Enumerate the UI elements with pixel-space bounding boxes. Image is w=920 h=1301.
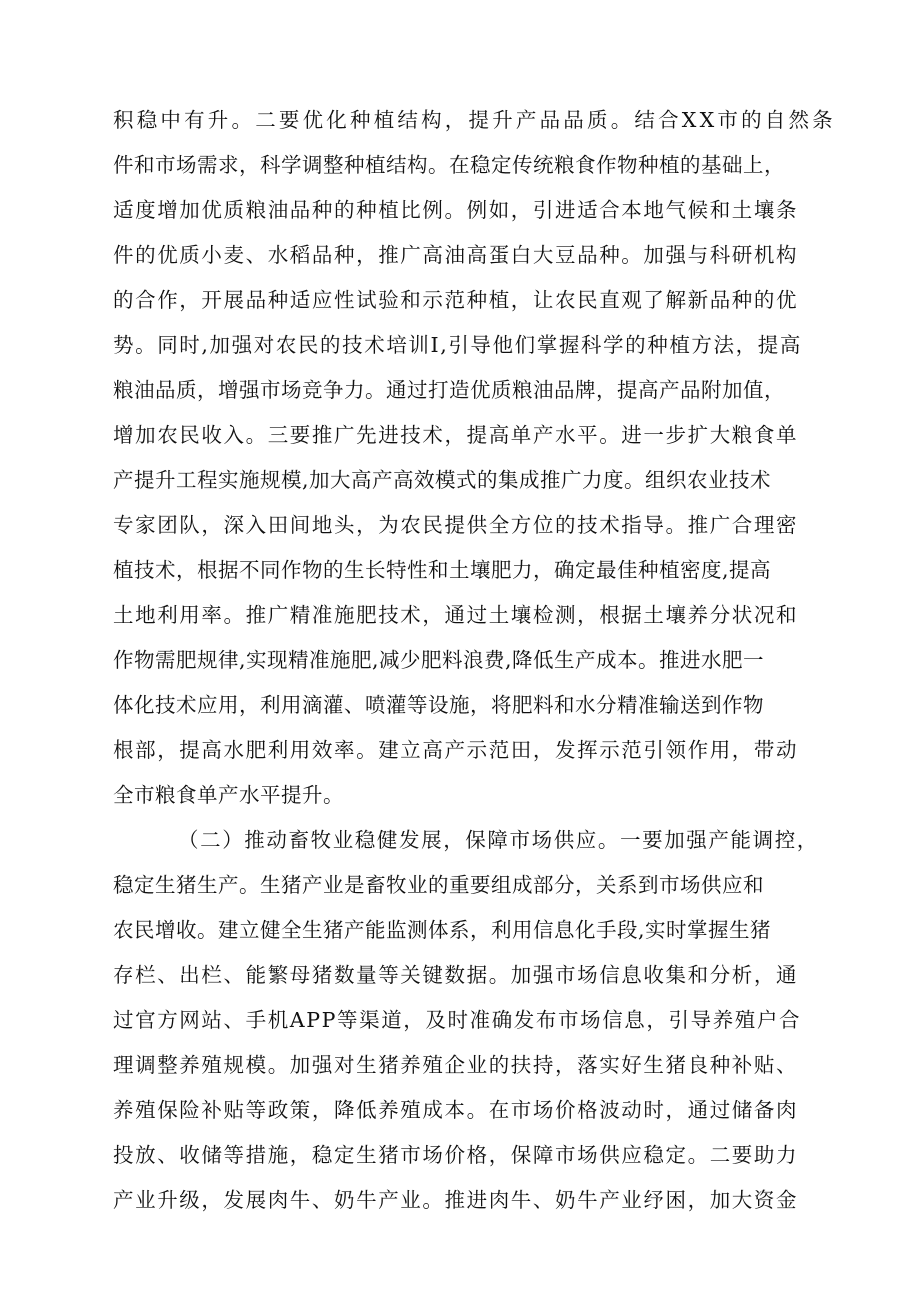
text-line: 积稳中有升。二要优化种植结构，提升产品品质。结合XX市的自然条 — [113, 108, 836, 132]
text-line: 稳定生猪生产。生猪产业是畜牧业的重要组成部分，关系到市场供应和 — [113, 873, 764, 897]
text-line: 势。同时,加强对农民的技术培训I,引导他们掌握科学的种植方法，提高 — [113, 333, 802, 357]
text-line: 农民增收。建立健全生猪产能监测体系，利用信息化手段,实时掌握生猪 — [113, 918, 772, 942]
text-line: 粮油品质，增强市场竞争力。通过打造优质粮油品牌，提高产品附加值， — [113, 378, 785, 402]
text-line: 根部，提高水肥利用效率。建立高产示范田，发挥示范引领作用，带动 — [113, 738, 799, 762]
text-line: 体化技术应用，利用滴灌、喷灌等设施，将肥料和水分精准输送到作物 — [113, 693, 764, 717]
text-line: 作物需肥规律,实现精准施肥,减少肥料浪费,降低生产成本。推进水肥一 — [113, 648, 765, 672]
text-line: 的合作，开展品种适应性试验和示范种植，让农民直观了解新品种的优 — [113, 288, 799, 312]
text-line: 过官方网站、手机APP等渠道，及时准确发布市场信息，引导养殖户合 — [113, 1008, 802, 1032]
text-line: 增加农民收入。三要推广先进技术，提高单产水平。进一步扩大粮食单 — [113, 423, 799, 447]
text-line: 件和市场需求，科学调整种植结构。在稳定传统粮食作物种植的基础上， — [113, 153, 785, 177]
text-line: 产业升级，发展肉牛、奶牛产业。推进肉牛、奶牛产业纾困，加大资金 — [113, 1188, 799, 1212]
text-line: 投放、收储等措施，稳定生猪市场价格，保障市场供应稳定。二要助力 — [113, 1143, 799, 1167]
text-line: 存栏、出栏、能繁母猪数量等关键数据。加强市场信息收集和分析，通 — [113, 963, 799, 987]
text-line: 全市粮食单产水平提升。 — [113, 783, 344, 807]
text-line: 件的优质小麦、水稻品种，推广高油高蛋白大豆品种。加强与科研机构 — [113, 243, 799, 267]
text-line: 专家团队，深入田间地头，为农民提供全方位的技术指导。推广合理密 — [113, 513, 799, 537]
text-line: 植技术，根据不同作物的生长特性和土壤肥力，确定最佳种植密度,提高 — [113, 558, 772, 582]
text-line: 养殖保险补贴等政策，降低养殖成本。在市场价格波动时，通过储备肉 — [113, 1098, 799, 1122]
text-line: 适度增加优质粮油品种的种植比例。例如，引进适合本地气候和土壤条 — [113, 198, 799, 222]
text-line: 产提升工程实施规模,加大高产高效模式的集成推广力度。组织农业技术 — [113, 468, 772, 492]
text-line: 理调整养殖规模。加强对生猪养殖企业的扶持，落实好生猪良种补贴、 — [113, 1053, 799, 1077]
text-line: 土地利用率。推广精准施肥技术，通过土壤检测，根据土壤养分状况和 — [113, 603, 799, 627]
section-heading-line: （二）推动畜牧业稳健发展，保障市场供应。一要加强产能调控， — [178, 828, 819, 852]
